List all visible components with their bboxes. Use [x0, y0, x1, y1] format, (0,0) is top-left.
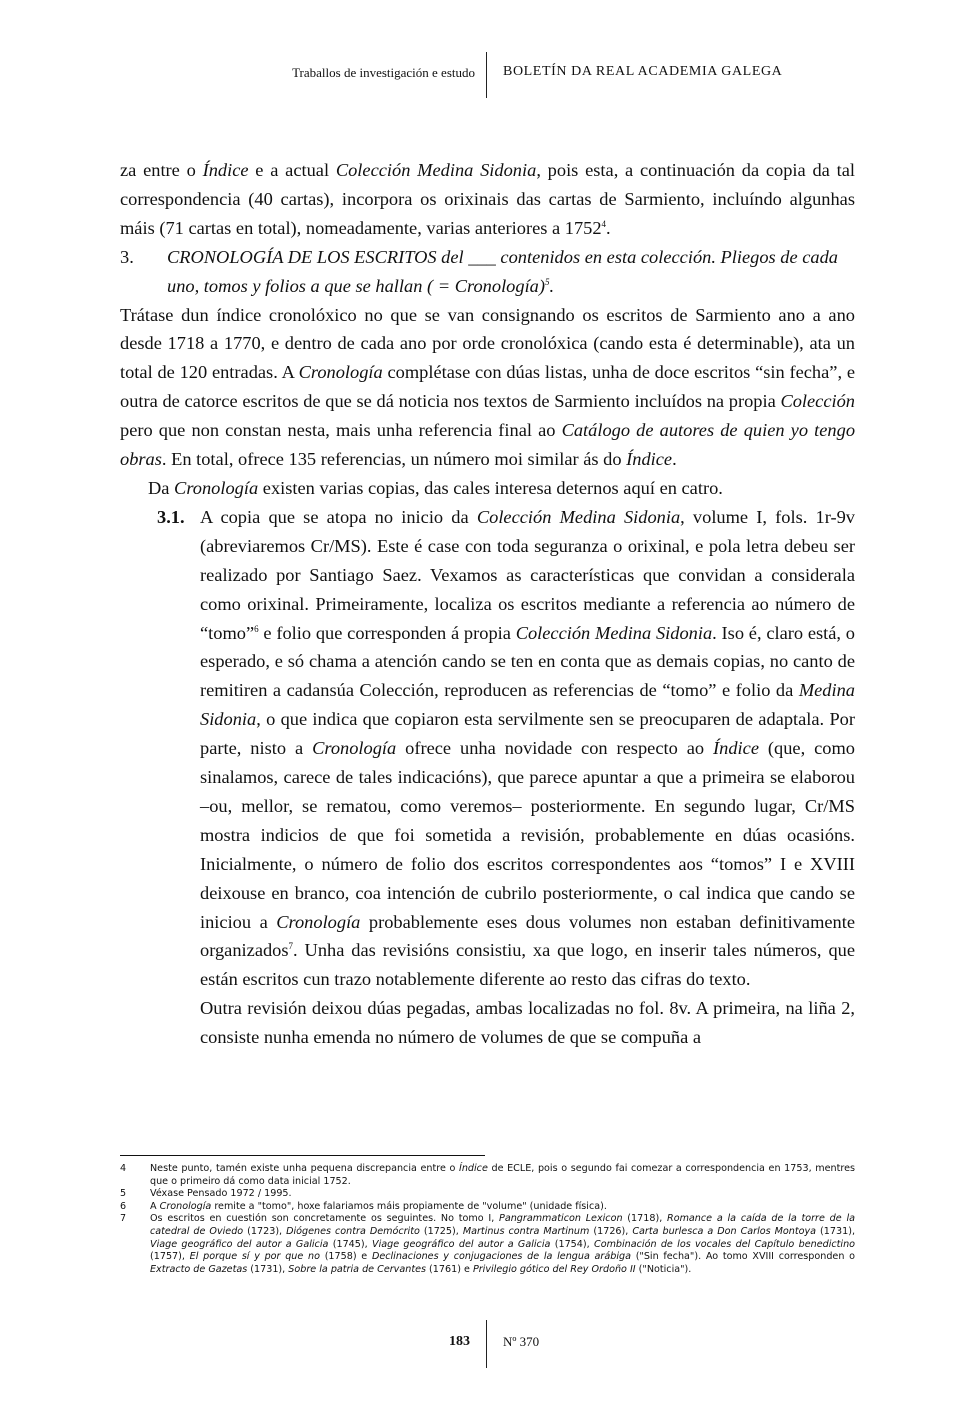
page-number: 183	[449, 1334, 470, 1349]
footnote-ref-5[interactable]: 5	[545, 276, 550, 287]
issue-number: Nº 370	[503, 1334, 540, 1349]
header-journal-title: BOLETÍN DA REAL ACADEMIA GALEGA	[503, 64, 783, 79]
footnote-ref-7[interactable]: 7	[288, 941, 294, 952]
subsection-number: 3.1.	[157, 506, 185, 527]
body-text	[120, 156, 855, 1052]
running-header	[0, 52, 975, 98]
paragraph-2: Trátase dun índice cronolóxico no que se van consignando os escritos de Sarmiento ano a ano desde 1718 a 1770, e dentro de cada ano por orde cronolóxica (cando esta é determinable), ata un total de 120 entradas. A Cronología complétase con dúas listas, unha de doce escritos “sin fecha”, e outra de catorce escritos de que se dá noticia nos textos de Sarmiento incluídos na propia Colección pero que non constan nesta, mais unha referencia final ao Catálogo de autores de quien yo tengo obras. En total, ofrece 135 referencias, un número moi similar ás do Índice.	[120, 304, 856, 470]
paragraph-1: za entre o Índice e a actual Colección Medina Sidonia, pois esta, a continuación da copia da tal correspondencia (40 cartas), incorpora os orixinais das cartas de Sarmiento, incluíndo algunhas máis (71 cartas en total), nomeadamente, varias anteriores a 1752$^4$.	[120, 160, 855, 238]
footer-divider	[486, 1320, 487, 1368]
header-section-title: Traballos de investigación e estudo	[292, 65, 475, 80]
page-footer	[0, 1320, 975, 1370]
footnote-ref-6[interactable]: 6	[254, 623, 259, 634]
footnote-separator	[120, 1155, 485, 1156]
title-coleccion: Colección Medina Sidonia	[335, 160, 537, 180]
section-number: 3.	[120, 246, 134, 267]
footnote-4: 4 Neste punto, tamén existe unha pequena discrepancia entre o Índice de ECLE, pois o segundo fai comezar a correspondencia en 1753, mentres que o primeiro dá como data inicial 1752.	[120, 1163, 855, 1187]
footnote-ref-4[interactable]: 4	[601, 218, 607, 229]
section-3-heading: 3. CRONOLOGÍA DE LOS ESCRITOS del ___ contenidos en esta colección. Pliegos de cada uno, tomos y folios a que se hallan ( = Cronología)$^5$.	[120, 243, 855, 301]
subsection-3-1: 3.1. A copia que se atopa no inicio da Colección Medina Sidonia, volume I, fols. 1r-9v (abreviaremos Cr/MS). Este é case con toda seguranza o orixinal, e pola letra debeu ser realizado por Santiago Saez. Vexamos as características que convidan a considerala como orixinal. Primeiramente, localiza os escritos mediante a referencia ao número de “tomo”$^6$ e folio que corresponden á propia Colección Medina Sidonia. Iso é, claro está, o esperado, e só chama a atención cando se ten en conta que as demais copias, no canto de remitiren a cadansúa Colección, reproducen as referencias de “tomo” e folio da Medina Sidonia, o que indica que copiaron esta servilmente sen se preocuparen de adaptala. Por parte, nisto a Cronología ofrece unha novidade con respecto ao Índice (que, como sinalamos, carece de tales indicacións), que parece apuntar a que a primeira se elaborou –ou, mellor, se rematou, como veremos– posteriormente. En segundo lugar, Cr/MS mostra indicios de que foi sometida a revisión, probablemente en dúas ocasións. Inicialmente, o número de folio dos escritos correspondentes aos “tomos” I e XVIII deixouse en branco, coa intención de cubrilo posteriormente, o cal indica que cando se iniciou a Cronología probablemente eses dous volumes non estaban definitivamente organizados$^7$. Unha das revisións consistiu, xa que logo, en inserir tales números, que están escritos cun trazo notablemente diferente ao resto das cifras do texto.	[120, 503, 855, 994]
title-indice: Índice	[202, 160, 249, 180]
footnote-6: 6 A Cronología remite a "tomo", hoxe falariamos máis propiamente de "volume" (unidade física).	[120, 1200, 607, 1212]
paragraph-3: Da Cronología existen varias copias, das cales interesa deternos aquí en catro.	[148, 477, 723, 498]
header-divider	[486, 52, 487, 98]
footnote-7: 7 Os escritos en cuestión son concretamente os seguintes. No tomo I, Pangrammaticon Lexicon (1718), Romance a la caída de la torre de la catedral de Oviedo (1723), Diógenes contra Demócrito (1725), Martinus contra Martinum (1726), Carta burlesca a Don Carlos Montoya (1731), Viage geográfico del autor a Galicia (1745), Viage geográfico del autor a Galicia (1754), Combinación de los vocales del Capítulo benedictino (1757), El porque sí y por que no (1758) e Declinaciones y conjugaciones de la lengua arábiga ("Sin fecha"). Ao tomo XVIII corresponden o Extracto de Gazetas (1731), Sobre la patria de Cervantes (1761) e Privilegio gótico del Rey Ordoño II ("Noticia").	[120, 1213, 856, 1275]
footnote-5: 5 Véxase Pensado 1972 / 1995.	[120, 1188, 292, 1200]
footnotes	[120, 1163, 855, 1276]
subsection-3-1-continuation: Outra revisión deixou dúas pegadas, ambas localizadas no fol. 8v. A primeira, na liña 2, consiste nunha emenda no número de volumes de que se compuña a	[200, 998, 855, 1048]
